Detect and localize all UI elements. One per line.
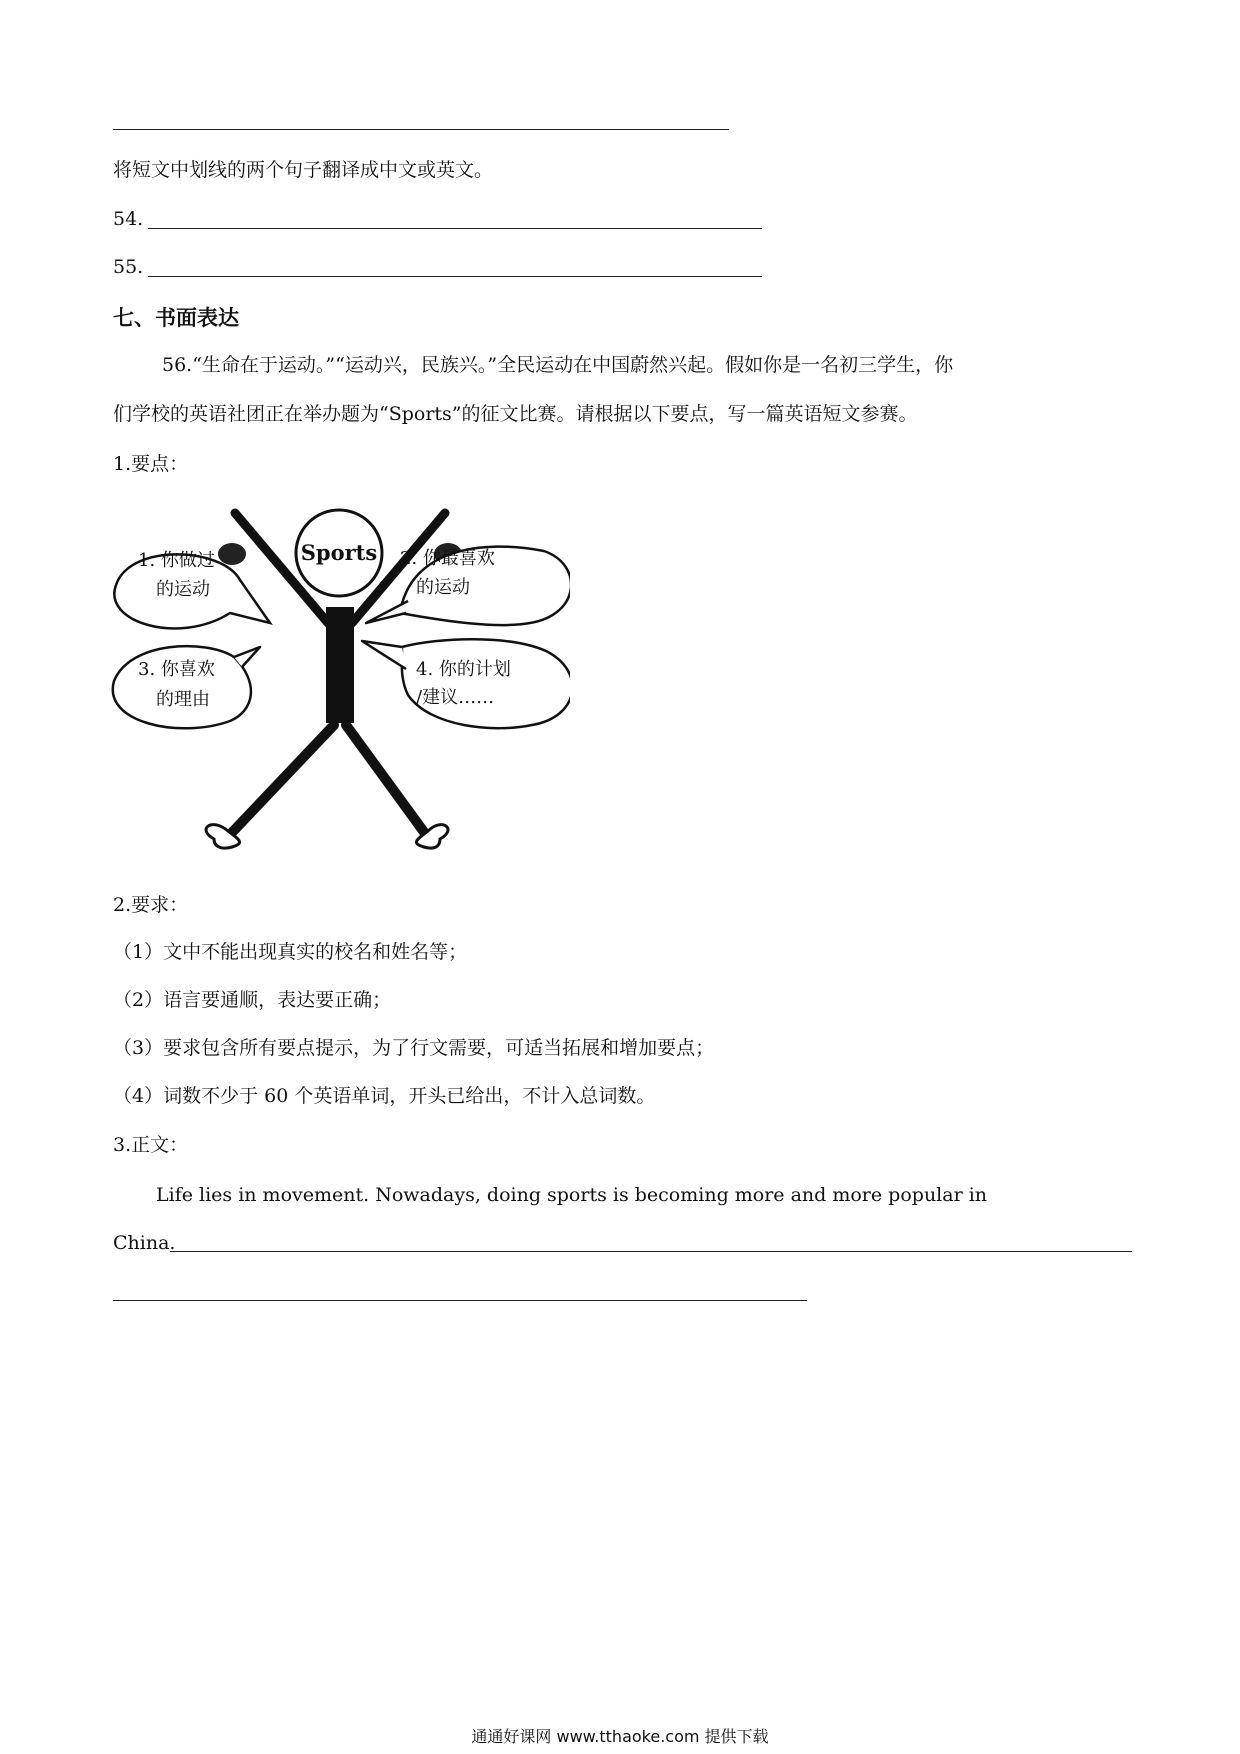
footer-source: 通通好课网 www.tthaoke.com 提供下载 [471,1727,769,1746]
essay-start-line-1: Life lies in movement. Nowadays, doing sports is becoming more and more popular in [156,1184,988,1206]
speech-bubble-4 [402,639,570,728]
prompt-line-2: 们学校的英语社团正在举办题为“Sports”的征文比赛。请根据以下要点，写一篇英语短文参赛。 [113,403,918,425]
bubble-4-line-2: /建议…… [416,687,495,708]
bubble-2-line-1: 2. 你最喜欢 [400,548,495,569]
prompt-line-1: 56.“生命在于运动。”“运动兴，民族兴。”全民运动在中国蔚然兴起。假如你是一名初三学生，你 [162,354,954,376]
requirements-label: 2.要求： [113,894,189,916]
left-fist-icon [218,543,246,565]
essay-answer-line-2[interactable] [113,1300,807,1301]
right-leg [346,725,432,843]
requirement-3: （3）要求包含所有要点提示，为了行文需要，可适当拓展和增加要点； [113,1037,715,1059]
essay-start-line-2: China. [113,1232,176,1254]
question-54-number: 54. [113,208,144,230]
question-55-number: 55. [113,256,144,278]
bubble-1-line-1: 1. 你做过 [138,550,215,571]
requirement-4: （4）词数不少于 60 个英语单词，开头已给出，不计入总词数。 [113,1085,656,1107]
torso [326,607,354,723]
bubble-4-line-1: 4. 你的计划 [416,659,511,680]
answer-line-top [113,129,729,130]
bubble-3-line-1: 3. 你喜欢 [138,659,215,680]
question-54-answer-line[interactable] [148,228,762,229]
sports-stick-figure-diagram [110,495,570,875]
essay-answer-line-1[interactable] [170,1251,1132,1252]
requirement-1: （1）文中不能出现真实的校名和姓名等； [113,941,468,963]
left-leg [222,725,334,843]
bubble-1-line-2: 的运动 [156,579,210,600]
translate-instruction: 将短文中划线的两个句子翻译成中文或英文。 [113,159,494,181]
bubble-2-line-2: 的运动 [416,577,470,598]
points-label: 1.要点： [113,453,189,475]
head-label: Sports [300,540,378,565]
question-55-answer-line[interactable] [148,276,762,277]
body-label: 3.正文： [113,1134,189,1156]
requirement-2: （2）语言要通顺，表达要正确； [113,989,392,1011]
bubble-3-line-2: 的理由 [156,689,210,710]
section-title: 七、书面表达 [113,306,239,330]
